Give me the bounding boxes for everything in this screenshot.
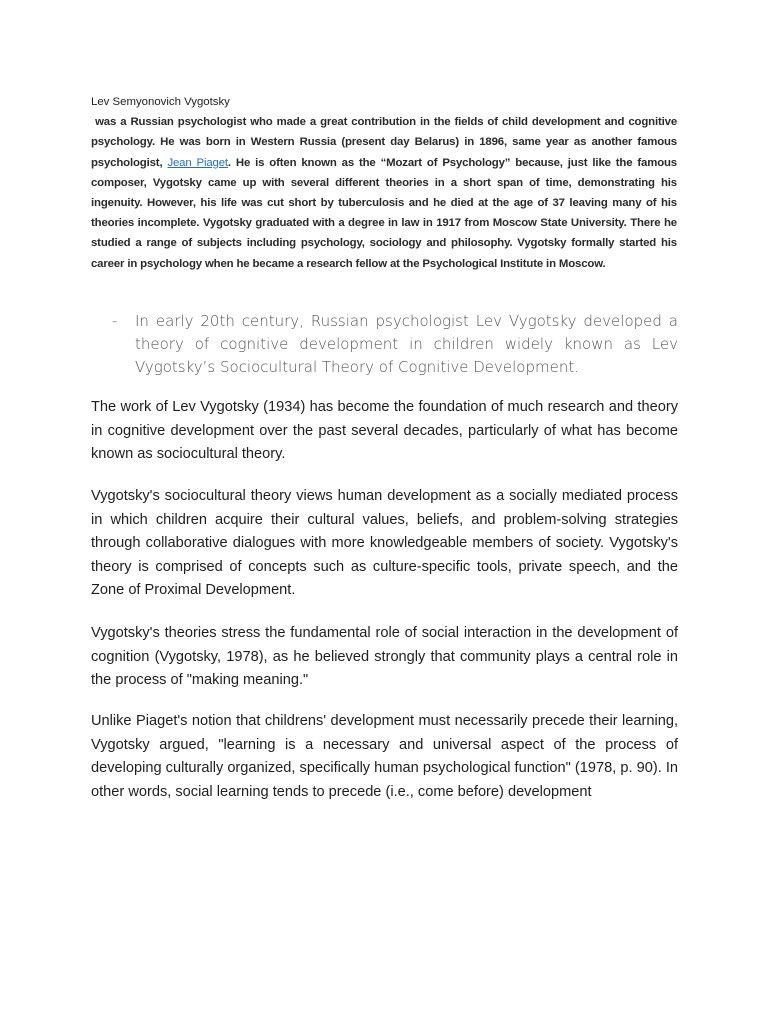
bio-title: Lev Semyonovich Vygotsky (91, 96, 230, 108)
paragraph-sociocultural-theory: Vygotsky's sociocultural theory views human development as a socially mediated process in which children acquire their cultural values, beliefs, and problem-solving strategies through collaborative dialogues with more knowledgeable members of society. Vygotsky's theory is comprised of concepts such as culture-specific tools, private speech, and the Zone of Proximal Development. (91, 488, 678, 598)
paragraph-foundation: The work of Lev Vygotsky (1934) has become the foundation of much research and theory in cognitive development over the past several decades, particularly of what has become known as sociocultural theory. (91, 399, 678, 462)
bullet-marker: - (112, 312, 118, 330)
bullet-item (112, 310, 678, 379)
bullet-text: In early 20th century, Russian psychologist Lev Vygotsky developed a theory of cognitive development in children widely known as Lev Vygotsky’s Sociocultural Theory of Cognitive Development. (135, 312, 678, 376)
bio-paragraph (91, 112, 677, 274)
bio-text-after-link: . He is often known as the “Mozart of Psychology” because, just like the famous composer, Vygotsky came up with several different theories in a short span of time, demonstrating his ingenuity. However, his life was cut short by tuberculosis and he died at the age of 37 leaving many of his theories incomplete. Vygotsky graduated with a degree in law in 1917 from Moscow State University. There he studied a range of subjects including psychology, sociology and philosophy. Vygotsky formally started his career in psychology when he became a research fellow at the Psychological Institute in Moscow. (91, 156, 677, 270)
jean-piaget-link[interactable]: Jean Piaget (167, 156, 228, 169)
bio-section (91, 92, 677, 274)
bio-text-before-link: was a Russian psychologist who made a great contribution in the fields of child development and cognitive psychology. He was born in Western Russia (present day Belarus) in 1896, same year as another famous psychologist, (91, 116, 678, 169)
paragraph-learning-precedes: Unlike Piaget's notion that childrens' development must necessarily precede their learning, Vygotsky argued, "learning is a necessary and universal aspect of the process of developing culturally organized, specifically human psychological function" (1978, p. 90). In other words, social learning tends to precede (i.e., come before) development (91, 713, 678, 800)
paragraph-social-interaction: Vygotsky's theories stress the fundamental role of social interaction in the development of cognition (Vygotsky, 1978), as he believed strongly that community plays a central role in the process of "making meaning." (91, 625, 678, 688)
